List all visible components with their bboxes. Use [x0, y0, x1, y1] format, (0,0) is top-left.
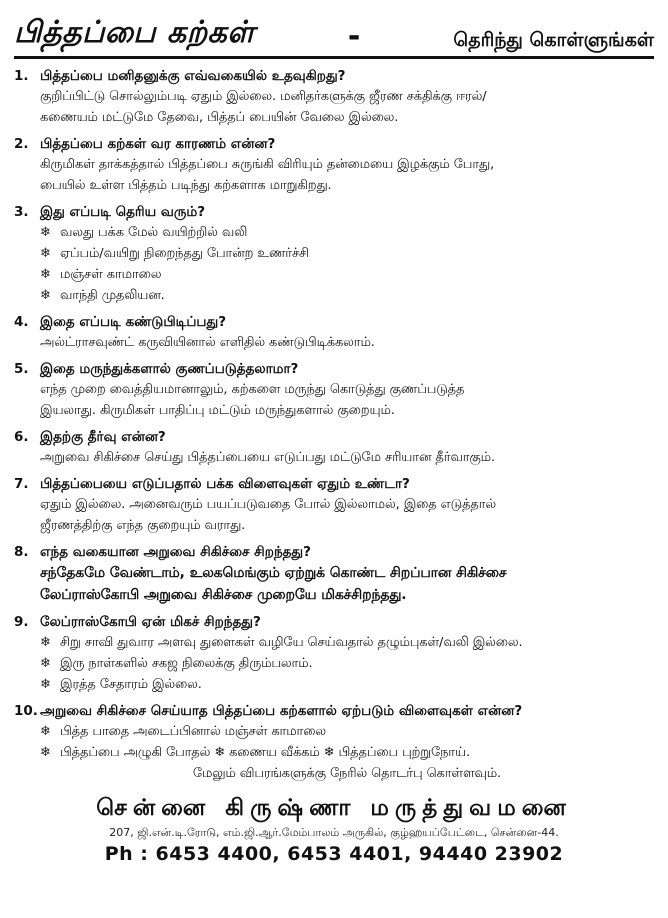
qa-item	[14, 360, 654, 421]
question-number: 7.	[14, 476, 29, 492]
bullet-text: வாந்தி முதலியன.	[60, 288, 165, 303]
question-text: லேப்ராஸ்கோபி ஏன் மிகச் சிறந்தது?	[40, 614, 261, 630]
bullet-item	[14, 653, 654, 674]
answer-line: கிருமிகள் தாக்கத்தால் பித்தப்பை சுருங்கி விரியும் தன்மையை இழக்கும் போது,	[40, 157, 495, 172]
qa-item	[14, 543, 654, 606]
question-number: 10.	[14, 703, 38, 719]
answer-line: அறுவை சிகிச்சை செய்து பித்தப்பையை எடுப்பது மட்டுமே சரியான தீர்வாகும்.	[40, 450, 496, 465]
question-text: பித்தப்பை கற்கள் வர காரணம் என்ன?	[40, 136, 276, 152]
bullet-text: பித்த பாதை அடைப்பினால் மஞ்சள் காமாலை	[60, 724, 326, 739]
bullet-text: மஞ்சள் காமாலை	[60, 267, 162, 282]
qa-item	[14, 702, 654, 784]
contact-note: மேலும் விபரங்களுக்கு நேரில் தொடர்பு கொள்ளவும்.	[192, 766, 502, 781]
snowflake-icon: ❄	[40, 246, 51, 261]
question-text: பித்தப்பை மனிதனுக்கு எவ்வகையில் உதவுகிறது?	[40, 68, 346, 84]
question	[14, 613, 654, 632]
answer-line: ஜீரணத்திற்கு எந்த குறையும் வராது.	[40, 518, 246, 533]
question-text: பித்தப்பையை எடுப்பதால் பக்க விளைவுகள் ஏதும் உண்டா?	[40, 476, 410, 492]
question-number: 4.	[14, 314, 29, 330]
answer-line: அல்ட்ராசவுண்ட் கருவியினால் எளிதில் கண்டுபிடிக்கலாம்.	[40, 335, 375, 350]
qa-list	[14, 67, 654, 784]
bullet-text: வலது பக்க மேல் வயிற்றில் வலி	[60, 225, 248, 240]
question-text: இது எப்படி தெரிய வரும்?	[40, 204, 206, 220]
question-text: இதை மருந்துக்களால் குணப்படுத்தலாமா?	[40, 361, 299, 377]
page-subtitle: தெரிந்து கொள்ளுங்கள்	[453, 29, 654, 51]
qa-item	[14, 475, 654, 536]
answer-line: சந்தேகமே வேண்டாம், உலகமெங்கும் ஏற்றுக் கொண்ட சிறப்பான சிகிச்சை	[40, 565, 507, 581]
hospital-address: 207, ஜி.என்.டி.ரோடு, எம்.ஜி.ஆர்.மேம்பாலம் அருகில், குழ்ஹயப்பேட்டை, சென்னை-44.	[109, 826, 559, 839]
question-number: 8.	[14, 544, 29, 560]
qa-item	[14, 203, 654, 306]
qa-item	[14, 613, 654, 695]
question	[14, 543, 654, 562]
question-text: இதை எப்படி கண்டுபிடிப்பது?	[40, 314, 227, 330]
answer-line: ஏதும் இல்லை. அனைவரும் பயப்படுவதை போல் இல்லாமல், இதை எடுத்தால்	[40, 497, 497, 512]
bullet-item	[14, 243, 654, 264]
question	[14, 67, 654, 86]
footer	[14, 791, 654, 867]
question	[14, 428, 654, 447]
question	[14, 360, 654, 379]
question-number: 2.	[14, 136, 29, 152]
question-text: எந்த வகையான அறுவை சிகிச்சை சிறந்தது?	[40, 544, 311, 560]
snowflake-icon: ❄	[40, 656, 51, 671]
answer-line: இயலாது. கிருமிகள் பாதிப்பு மட்டும் மருந்துகளால் குறையும்.	[40, 403, 395, 418]
title-dash: -	[347, 19, 361, 54]
question-text: அறுவை சிகிச்சை செய்யாத பித்தப்பை கற்களால் ஏற்படும் விளைவுகள் என்ன?	[40, 703, 523, 719]
snowflake-icon: ❄	[40, 267, 51, 282]
question-number: 9.	[14, 614, 29, 630]
bullet-item	[14, 285, 654, 306]
question-number: 6.	[14, 429, 29, 445]
qa-item	[14, 428, 654, 468]
answer-line: பையில் உள்ள பித்தம் படிந்து கற்களாக மாறுகிறது.	[40, 178, 332, 193]
bullet-text: இரத்த சேதாரம் இல்லை.	[60, 677, 202, 692]
hospital-name: சென்னை கிருஷ்ணா மருத்துவமனை	[96, 795, 572, 821]
bullet-item	[14, 632, 654, 653]
bullet-item	[14, 674, 654, 695]
question-number: 3.	[14, 204, 29, 220]
qa-item	[14, 135, 654, 196]
page-title: பித்தப்பை கற்கள்	[14, 15, 255, 50]
answer-line: எந்த முறை வைத்தியமானாலும், கற்களை மருந்து கொடுத்து குணப்படுத்த	[40, 382, 465, 397]
qa-item	[14, 67, 654, 128]
qa-item	[14, 313, 654, 353]
question	[14, 135, 654, 154]
snowflake-icon: ❄	[40, 225, 51, 240]
answer-line: லேப்ராஸ்கோபி அறுவை சிகிச்சை முறையே மிகச்சிறந்தது.	[40, 587, 407, 603]
bullet-text: சிறு சாவி துவார அளவு துளைகள் வழியே செய்வதால் தழும்புகள்/வலி இல்லை.	[60, 635, 523, 650]
bullet-item	[14, 264, 654, 285]
answer-line: குறிப்பிட்டு சொல்லும்படி ஏதும் இல்லை. மனிதர்களுக்கு ஜீரண சக்திக்கு ஈரல்/	[40, 89, 487, 104]
question	[14, 203, 654, 222]
snowflake-icon: ❄	[40, 288, 51, 303]
snowflake-icon: ❄	[40, 745, 51, 760]
question	[14, 702, 654, 721]
question	[14, 475, 654, 494]
answer-line: கணையம் மட்டுமே தேவை, பித்தப் பையின் வேலை இல்லை.	[40, 110, 399, 125]
question-number: 1.	[14, 68, 29, 84]
snowflake-icon: ❄	[40, 724, 51, 739]
bullet-text: ஏப்பம்/வயிறு நிறைந்தது போன்ற உணர்ச்சி	[60, 246, 310, 261]
phone-numbers: Ph : 6453 4400, 6453 4401, 94440 23902	[104, 843, 564, 865]
snowflake-icon: ❄	[40, 635, 51, 650]
bullet-item	[14, 742, 654, 763]
bullet-item	[14, 721, 654, 742]
bullet-text: இரு நாள்களில் சகஜ நிலைக்கு திரும்பலாம்.	[60, 656, 313, 671]
question-text: இதற்கு தீர்வு என்ன?	[40, 429, 166, 445]
bullet-text: பித்தப்பை அழுகி போதல் ❄ கணைய வீக்கம் ❄ பித்தப்பை புற்றுநோய்.	[60, 745, 471, 760]
header	[14, 6, 654, 59]
question	[14, 313, 654, 332]
snowflake-icon: ❄	[40, 677, 51, 692]
question-number: 5.	[14, 361, 29, 377]
bullet-item	[14, 222, 654, 243]
